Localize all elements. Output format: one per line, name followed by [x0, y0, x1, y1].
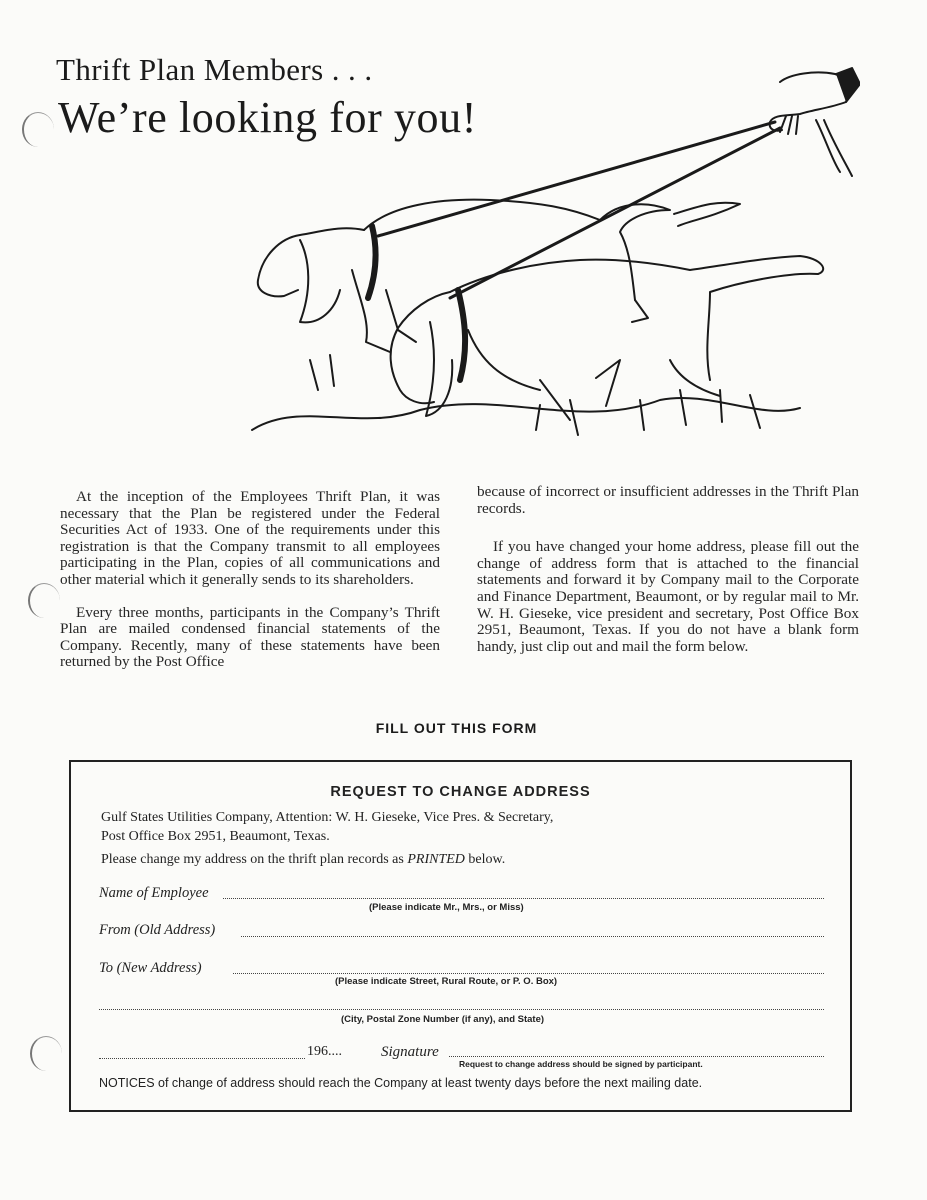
article-paragraph: If you have changed your home address, please fill out the change of address form that is attached to the financial statements and forward it by Company mail to the Corporate and Finance Department, Beaumont, or by regular mail to Mr. W. H. Gieseke, vice president and secretary, Post Office Box 2951, Beaumont, Texas. If you do not have a blank form handy, just clip out and mail the form below. — [477, 538, 859, 655]
fill-out-heading: FILL OUT THIS FORM — [375, 720, 538, 736]
article-paragraph: because of incorrect or insufficient addresses in the Thrift Plan records. — [477, 483, 859, 517]
header-headline: We’re looking for you! — [58, 93, 477, 142]
name-input-line[interactable] — [223, 898, 824, 899]
form-notice: NOTICES of change of address should reach the Company at least twenty days before the next mailing date. — [99, 1076, 703, 1090]
article-paragraph: At the inception of the Employees Thrift Plan, it was necessary that the Plan be registered under the Federal Securities Act of 1933. One of the requirements under this registration is that the Company transmit to all employees participating in the Plan, copies of all communications and other material which it generally sends to its shareholders. — [60, 488, 440, 588]
bloodhounds-illustration — [240, 60, 860, 450]
punch-hole — [30, 1036, 62, 1071]
punch-hole — [22, 112, 54, 147]
article-paragraph: Every three months, participants in the Company’s Thrift Plan are mailed condensed financial statements of the Company. Recently, many of these statements have been returned by the Post Office — [60, 603, 440, 671]
form-title: REQUEST TO CHANGE ADDRESS — [330, 784, 591, 800]
signature-note: Request to change address should be signed by participant. — [459, 1059, 703, 1069]
year-prefix: 196.... — [307, 1044, 342, 1059]
form-address-line1: Gulf States Utilities Company, Attention: W. H. Gieseke, Vice Pres. & Secretary, — [101, 810, 554, 825]
article-column-right — [477, 484, 859, 671]
city-input-line[interactable] — [99, 1009, 824, 1010]
date-input-line[interactable] — [99, 1058, 305, 1059]
new-address-input-line[interactable] — [233, 973, 824, 974]
name-label: Name of Employee — [99, 885, 209, 901]
form-address-line2: Post Office Box 2951, Beaumont, Texas. — [101, 829, 330, 844]
new-address-note: (Please indicate Street, Rural Route, or P. O. Box) — [335, 976, 558, 987]
form-instructions: Please change my address on the thrift plan records as PRINTED below. — [101, 852, 506, 867]
article-column-left — [60, 489, 440, 687]
old-address-input-line[interactable] — [241, 936, 824, 937]
new-address-label: To (New Address) — [99, 960, 202, 976]
name-note: (Please indicate Mr., Mrs., or Miss) — [369, 902, 524, 913]
old-address-label: From (Old Address) — [99, 922, 216, 938]
signature-label: Signature — [381, 1044, 439, 1060]
city-note: (City, Postal Zone Number (if any), and State) — [341, 1014, 545, 1025]
change-address-form — [69, 760, 852, 1112]
header-line1: Thrift Plan Members . . . — [56, 52, 373, 87]
signature-input-line[interactable] — [449, 1056, 824, 1057]
punch-hole — [28, 583, 60, 618]
